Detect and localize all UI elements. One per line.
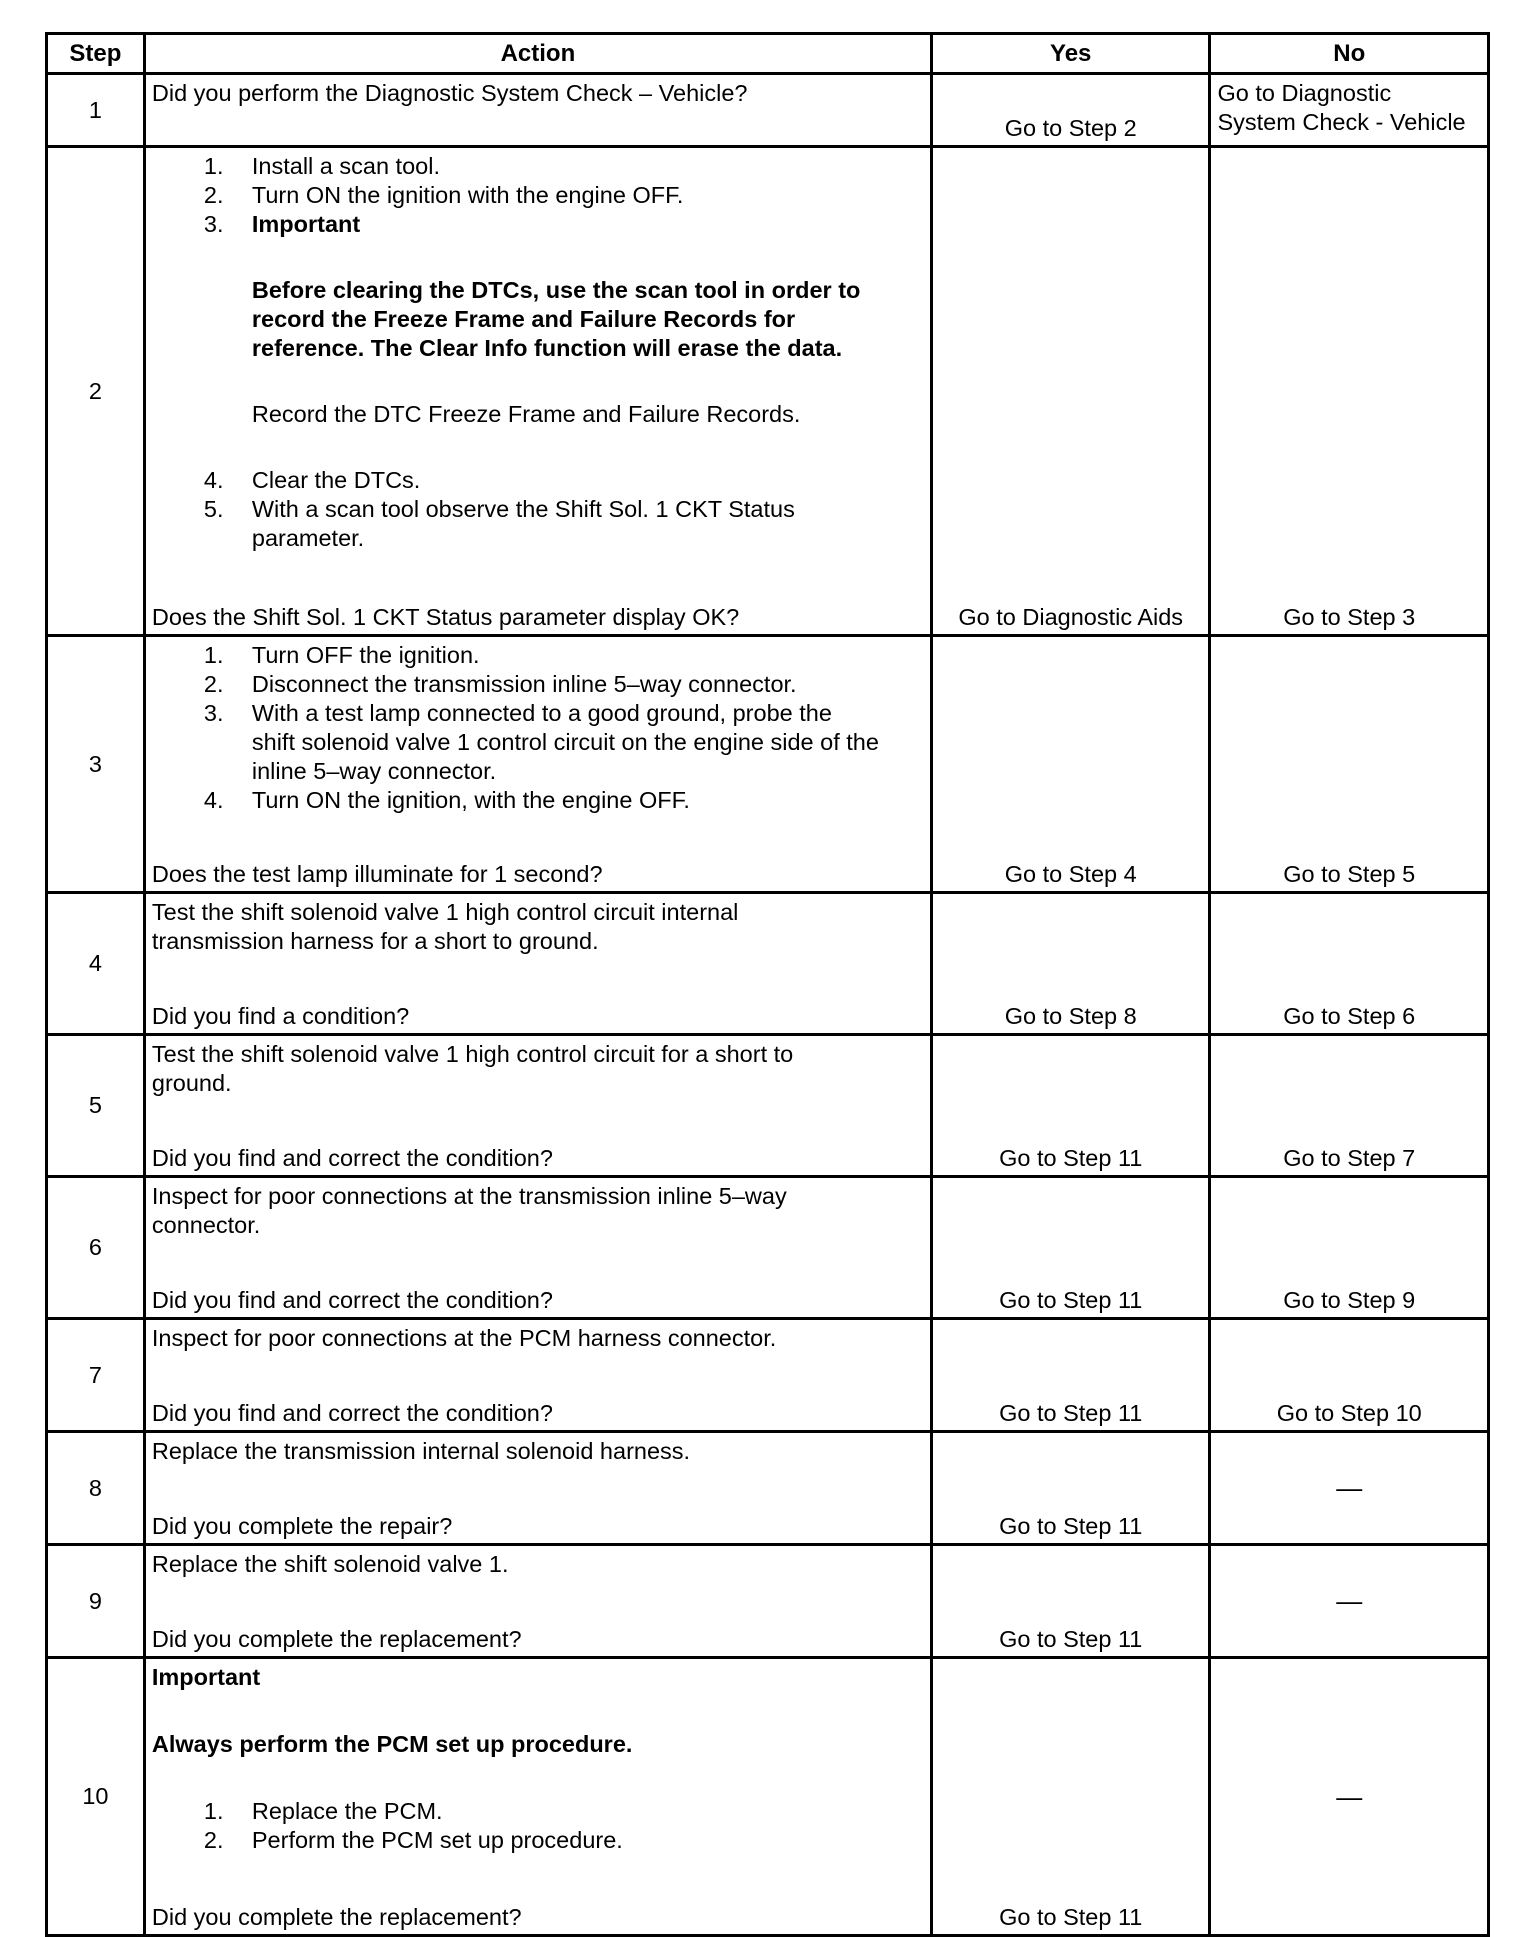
table-row — [47, 1658, 1489, 1936]
yes-cell — [931, 1177, 1210, 1319]
important-note: Always perform the PCM set up procedure. — [151, 1731, 633, 1757]
table-row — [47, 636, 1489, 893]
table-row — [47, 1177, 1489, 1319]
no-cell — [1210, 1177, 1489, 1319]
no-text: Go to Step 7 — [1283, 1145, 1416, 1171]
no-cell — [1210, 1035, 1489, 1177]
step-number: 9 — [47, 1545, 145, 1658]
action-cell: Test the shift solenoid valve 1 high control circuit internal transmission harness for a short to ground. Did you find a condition? — [144, 893, 931, 1035]
list-item: 2. Turn ON the ignition with the engine OFF. — [203, 182, 684, 208]
list-item: 2. Perform the PCM set up procedure. — [203, 1827, 623, 1853]
yes-text: Go to Step 11 — [999, 1626, 1143, 1652]
procedure-list — [152, 641, 930, 815]
step-number: 1 — [47, 74, 145, 147]
action-cell: Replace the transmission internal solenoid harness. Did you complete the repair? — [144, 1432, 931, 1545]
question-text: Did you find and correct the condition? — [151, 1400, 553, 1426]
no-text: Go to Step 5 — [1283, 861, 1416, 887]
table-row — [47, 1432, 1489, 1545]
no-text: Go to Step 9 — [1283, 1287, 1416, 1313]
yes-cell — [931, 1035, 1210, 1177]
yes-cell — [931, 1319, 1210, 1432]
table-row — [47, 74, 1489, 147]
yes-cell — [931, 1658, 1210, 1936]
question-text: Did you find and correct the condition? — [151, 1145, 553, 1171]
question-text: Did you find and correct the condition? — [151, 1287, 553, 1313]
list-item: 1. Turn OFF the ignition. — [203, 642, 480, 668]
question-text: Does the test lamp illuminate for 1 second? — [151, 861, 603, 887]
yes-text: Go to Step 11 — [999, 1145, 1143, 1171]
action-cell: Inspect for poor connections at the PCM harness connector. Did you find and correct the condition? — [144, 1319, 931, 1432]
yes-cell — [931, 893, 1210, 1035]
step-number: 4 — [47, 893, 145, 1035]
list-item: 3. With a test lamp connected to a good ground, probe the — [203, 700, 832, 726]
yes-text: Go to Step 2 — [1004, 115, 1137, 141]
important-note: Before clearing the DTCs, use the scan tool in order to record the Freeze Frame and Failure Records for reference. The Clear Info function will erase the data. — [251, 277, 861, 361]
important-label: Important — [151, 1664, 261, 1690]
yes-text: Go to Step 8 — [1004, 1003, 1137, 1029]
header-action: Action — [144, 34, 931, 74]
no-text: Go to Step 6 — [1283, 1003, 1416, 1029]
yes-text: Go to Step 11 — [999, 1400, 1143, 1426]
step-number: 8 — [47, 1432, 145, 1545]
list-item: 1. Replace the PCM. — [203, 1798, 443, 1824]
no-cell — [1210, 1545, 1489, 1658]
list-item: parameter. — [251, 525, 365, 551]
list-item: 4. Clear the DTCs. — [203, 467, 421, 493]
no-cell — [1210, 636, 1489, 893]
step-number: 2 — [47, 147, 145, 636]
yes-cell — [931, 147, 1210, 636]
list-item: shift solenoid valve 1 control circuit on the engine side of the — [251, 729, 879, 755]
no-text: — — [1336, 1781, 1363, 1811]
action-cell: Test the shift solenoid valve 1 high control circuit for a short to ground. Did you find and correct the condition? — [144, 1035, 931, 1177]
table-row — [47, 147, 1489, 636]
table-row — [47, 893, 1489, 1035]
yes-text: Go to Step 11 — [999, 1904, 1143, 1930]
action-cell: Replace the shift solenoid valve 1. Did you complete the replacement? — [144, 1545, 931, 1658]
header-step: Step — [47, 34, 145, 74]
list-item: 2. Disconnect the transmission inline 5–way connector. — [203, 671, 797, 697]
table-row — [47, 1545, 1489, 1658]
yes-cell — [931, 74, 1210, 147]
step-number: 5 — [47, 1035, 145, 1177]
list-item: inline 5–way connector. — [251, 758, 497, 784]
no-cell — [1210, 1319, 1489, 1432]
list-item: 3. Important — [203, 211, 361, 237]
no-cell — [1210, 893, 1489, 1035]
header-no: No — [1210, 34, 1489, 74]
question-text: Did you complete the replacement? — [151, 1904, 522, 1930]
procedure-list — [152, 1797, 930, 1855]
action-cell — [144, 1658, 931, 1936]
action-cell — [144, 147, 931, 636]
question-text: Did you find a condition? — [151, 1003, 410, 1029]
no-cell — [1210, 74, 1489, 147]
record-instruction: Record the DTC Freeze Frame and Failure Records. — [251, 401, 801, 427]
yes-cell — [931, 1432, 1210, 1545]
step-number: 7 — [47, 1319, 145, 1432]
no-text: Go to Step 3 — [1283, 604, 1416, 630]
no-text: Go to Step 10 — [1276, 1400, 1422, 1426]
no-text-line: Go to Diagnostic — [1217, 80, 1392, 106]
step-number: 3 — [47, 636, 145, 893]
table-row — [47, 1319, 1489, 1432]
no-text: — — [1336, 1585, 1363, 1616]
action-cell: Inspect for poor connections at the transmission inline 5–way connector. Did you find and correct the condition? — [144, 1177, 931, 1319]
no-text-line: System Check - Vehicle — [1217, 109, 1466, 135]
yes-cell — [931, 1545, 1210, 1658]
list-item: 4. Turn ON the ignition, with the engine OFF. — [203, 787, 690, 813]
yes-text: Go to Step 11 — [999, 1513, 1143, 1539]
no-cell — [1210, 147, 1489, 636]
question-text: Did you perform the Diagnostic System Check – Vehicle? — [151, 80, 748, 106]
list-item: 5. With a scan tool observe the Shift Sol. 1 CKT Status — [203, 496, 795, 522]
step-number: 6 — [47, 1177, 145, 1319]
diagnostic-table — [45, 32, 1490, 1937]
action-cell — [144, 74, 931, 147]
no-cell — [1210, 1432, 1489, 1545]
no-cell — [1210, 1658, 1489, 1936]
question-text: Did you complete the repair? — [151, 1513, 453, 1539]
table-row — [47, 1035, 1489, 1177]
step-number: 10 — [47, 1658, 145, 1936]
procedure-list — [152, 466, 930, 553]
header-yes: Yes — [931, 34, 1210, 74]
question-text: Does the Shift Sol. 1 CKT Status parameter display OK? — [151, 604, 740, 630]
procedure-list — [152, 152, 930, 239]
yes-text: Go to Step 4 — [1004, 861, 1137, 887]
header-row — [47, 34, 1489, 74]
yes-cell — [931, 636, 1210, 893]
list-item: 1. Install a scan tool. — [203, 153, 440, 179]
question-text: Did you complete the replacement? — [151, 1626, 522, 1652]
no-text: — — [1336, 1472, 1363, 1503]
action-cell — [144, 636, 931, 893]
yes-text: Go to Diagnostic Aids — [958, 604, 1184, 630]
yes-text: Go to Step 11 — [999, 1287, 1143, 1313]
